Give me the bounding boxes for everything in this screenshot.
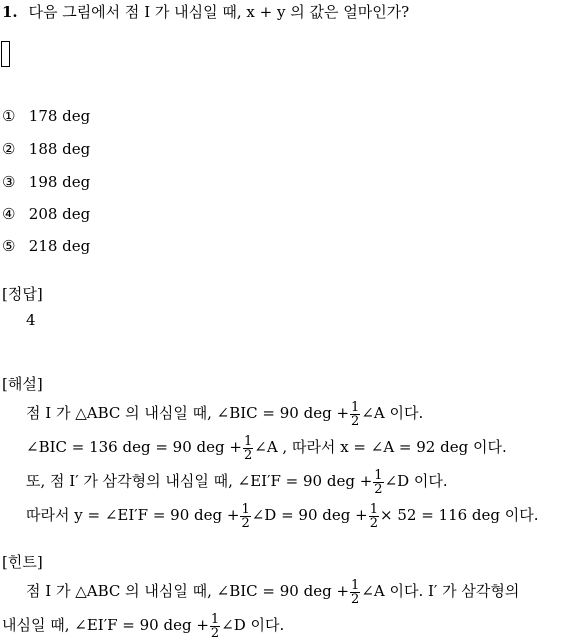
fraction-denominator: 2 [351,591,360,607]
explanation-line-4-text-c: × 52 = 116 deg 이다. [380,506,539,524]
hint-line-2 [2,608,284,642]
fraction [240,503,250,530]
fraction-numerator: 1 [374,467,383,483]
fraction [369,503,379,530]
hint-line-1 [26,574,519,608]
choice-1[interactable] [2,106,90,126]
explanation-line-4 [26,498,539,532]
question-number: 1. [2,3,18,21]
choice-5[interactable] [2,236,90,256]
fraction-denominator: 2 [374,481,383,497]
fraction [350,401,360,428]
choice-1-marker: ① [2,107,16,125]
fraction-denominator: 2 [210,625,220,641]
fraction [350,579,360,606]
fraction-numerator: 1 [351,577,360,593]
explanation-line-3-text-a: 또, 점 I′ 가 삼각형의 내심일 때, ∠EI′F = 90 deg + [26,472,373,490]
hint-line-1-text-b: ∠A 이다. I′ 가 삼각형의 [361,582,520,600]
answer-input-box[interactable] [1,41,10,67]
fraction-denominator: 2 [241,515,250,531]
explanation-line-3 [26,464,448,498]
hint-line-1-text-a: 점 I 가 △ABC 의 내심일 때, ∠BIC = 90 deg + [26,582,350,600]
explanation-line-2-text-b: ∠A , 따라서 x = ∠A = 92 deg 이다. [254,438,507,456]
question-text: 다음 그림에서 점 I 가 내심일 때, x + y 의 값은 얼마인가? [28,3,410,21]
fraction-numerator: 1 [243,433,253,449]
fraction-denominator: 2 [351,413,360,429]
choice-2-marker: ② [2,140,16,158]
fraction [210,613,220,640]
choice-2-text: 188 deg [28,140,91,158]
choice-2[interactable] [2,139,90,159]
fraction [243,435,253,462]
hint-label: [힌트] [2,553,43,571]
fraction-numerator: 1 [369,501,378,517]
question [2,2,409,22]
explanation-line-2 [26,430,507,464]
explanation-line-4-text-b: ∠D = 90 deg + [251,506,368,524]
hint-line-2-text-a: 내심일 때, ∠EI′F = 90 deg + [2,616,209,634]
explanation-line-4-text-a: 따라서 y = ∠EI′F = 90 deg + [26,506,240,524]
fraction-numerator: 1 [241,501,250,517]
fraction-numerator: 1 [210,611,220,627]
explanation-line-1-text-a: 점 I 가 △ABC 의 내심일 때, ∠BIC = 90 deg + [26,404,350,422]
choice-1-text: 178 deg [28,107,91,125]
answer-value: 4 [26,311,36,329]
choice-5-marker: ⑤ [2,237,16,255]
hint-line-2-text-b: ∠D 이다. [221,616,285,634]
explanation-line-3-text-b: ∠D 이다. [384,472,448,490]
explanation-label: [해설] [2,375,43,393]
fraction-denominator: 2 [369,515,378,531]
choice-4[interactable] [2,204,90,224]
explanation-line-1 [26,396,423,430]
choice-3[interactable] [2,172,90,192]
fraction [373,469,383,496]
choice-3-text: 198 deg [28,173,91,191]
fraction-denominator: 2 [243,447,253,463]
fraction-numerator: 1 [351,399,360,415]
choice-3-marker: ③ [2,173,16,191]
choice-4-marker: ④ [2,205,16,223]
answer-label: [정답] [2,285,43,303]
explanation-line-2-text-a: ∠BIC = 136 deg = 90 deg + [26,438,242,456]
choice-4-text: 208 deg [28,205,91,223]
explanation-line-1-text-b: ∠A 이다. [361,404,424,422]
choice-5-text: 218 deg [28,237,91,255]
